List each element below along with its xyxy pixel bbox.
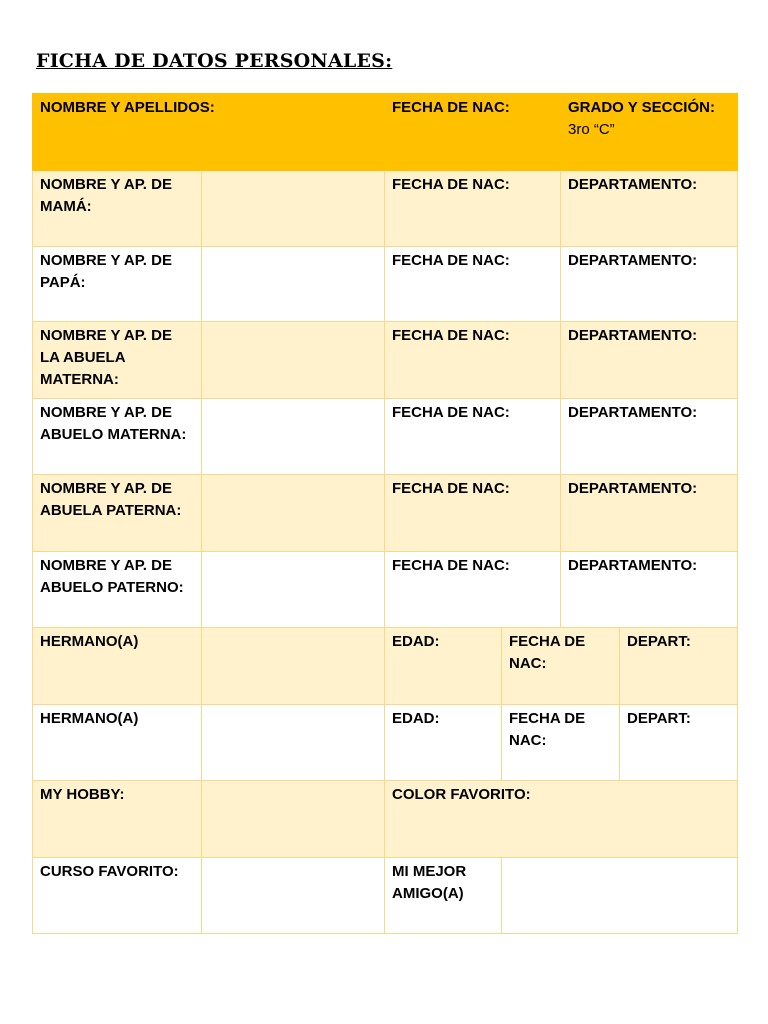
sibling-depart-field[interactable]: DEPART: [620,705,738,781]
form-row-student [33,94,738,171]
form-row-abuela-materna [33,322,738,399]
grado-seccion-cell[interactable] [561,94,738,171]
nombre-apellidos-label[interactable]: NOMBRE Y APELLIDOS: [33,94,385,171]
grado-seccion-value: 3ro “C” [568,121,615,138]
family-fecha-field[interactable]: FECHA DE NAC: [385,552,561,628]
color-favorito-field[interactable]: COLOR FAVORITO: [385,781,738,858]
sibling-depart-field[interactable]: DEPART: [620,628,738,705]
sibling-label: HERMANO(A) [33,705,202,781]
form-row-mama [33,171,738,247]
family-departamento-field[interactable]: DEPARTAMENTO: [561,552,738,628]
family-departamento-field[interactable]: DEPARTAMENTO: [561,475,738,552]
form-row-curso [33,858,738,934]
curso-favorito-field[interactable] [202,858,385,934]
family-departamento-field[interactable]: DEPARTAMENTO: [561,399,738,475]
sibling-edad-field[interactable]: EDAD: [385,628,502,705]
family-label: NOMBRE Y AP. DE ABUELA PATERNA: [33,475,202,552]
family-label: NOMBRE Y AP. DE ABUELO PATERNO: [33,552,202,628]
family-label: NOMBRE Y AP. DE PAPÁ: [33,247,202,322]
grado-seccion-label: GRADO Y SECCIÓN: [568,99,715,116]
family-name-field[interactable] [202,247,385,322]
sibling-fecha-field[interactable]: FECHA DE NAC: [502,628,620,705]
hobby-label: MY HOBBY: [33,781,202,858]
family-label: NOMBRE Y AP. DE LA ABUELA MATERNA: [33,322,202,399]
family-name-field[interactable] [202,399,385,475]
page-title: FICHA DE DATOS PERSONALES: [36,50,393,72]
sibling-edad-field[interactable]: EDAD: [385,705,502,781]
family-departamento-field[interactable]: DEPARTAMENTO: [561,322,738,399]
form-row-papa [33,247,738,322]
family-departamento-field[interactable]: DEPARTAMENTO: [561,247,738,322]
sibling-fecha-field[interactable]: FECHA DE NAC: [502,705,620,781]
family-name-field[interactable] [202,552,385,628]
family-name-field[interactable] [202,475,385,552]
fecha-nac-label[interactable]: FECHA DE NAC: [385,94,561,171]
family-departamento-field[interactable]: DEPARTAMENTO: [561,171,738,247]
family-fecha-field[interactable]: FECHA DE NAC: [385,247,561,322]
family-label: NOMBRE Y AP. DE ABUELO MATERNA: [33,399,202,475]
mejor-amigo-field[interactable] [502,858,738,934]
personal-data-form [32,93,738,934]
curso-favorito-label: CURSO FAVORITO: [33,858,202,934]
family-name-field[interactable] [202,171,385,247]
form-row-abuelo-materno [33,399,738,475]
family-fecha-field[interactable]: FECHA DE NAC: [385,322,561,399]
form-row-hobby [33,781,738,858]
family-fecha-field[interactable]: FECHA DE NAC: [385,399,561,475]
hobby-field[interactable] [202,781,385,858]
family-fecha-field[interactable]: FECHA DE NAC: [385,171,561,247]
sibling-name-field[interactable] [202,705,385,781]
mejor-amigo-label: MI MEJOR AMIGO(A) [385,858,502,934]
form-row-abuelo-paterno [33,552,738,628]
form-row-hermano-1 [33,628,738,705]
form-row-abuela-paterna [33,475,738,552]
family-label: NOMBRE Y AP. DE MAMÁ: [33,171,202,247]
sibling-label: HERMANO(A) [33,628,202,705]
family-name-field[interactable] [202,322,385,399]
family-fecha-field[interactable]: FECHA DE NAC: [385,475,561,552]
sibling-name-field[interactable] [202,628,385,705]
form-row-hermano-2 [33,705,738,781]
